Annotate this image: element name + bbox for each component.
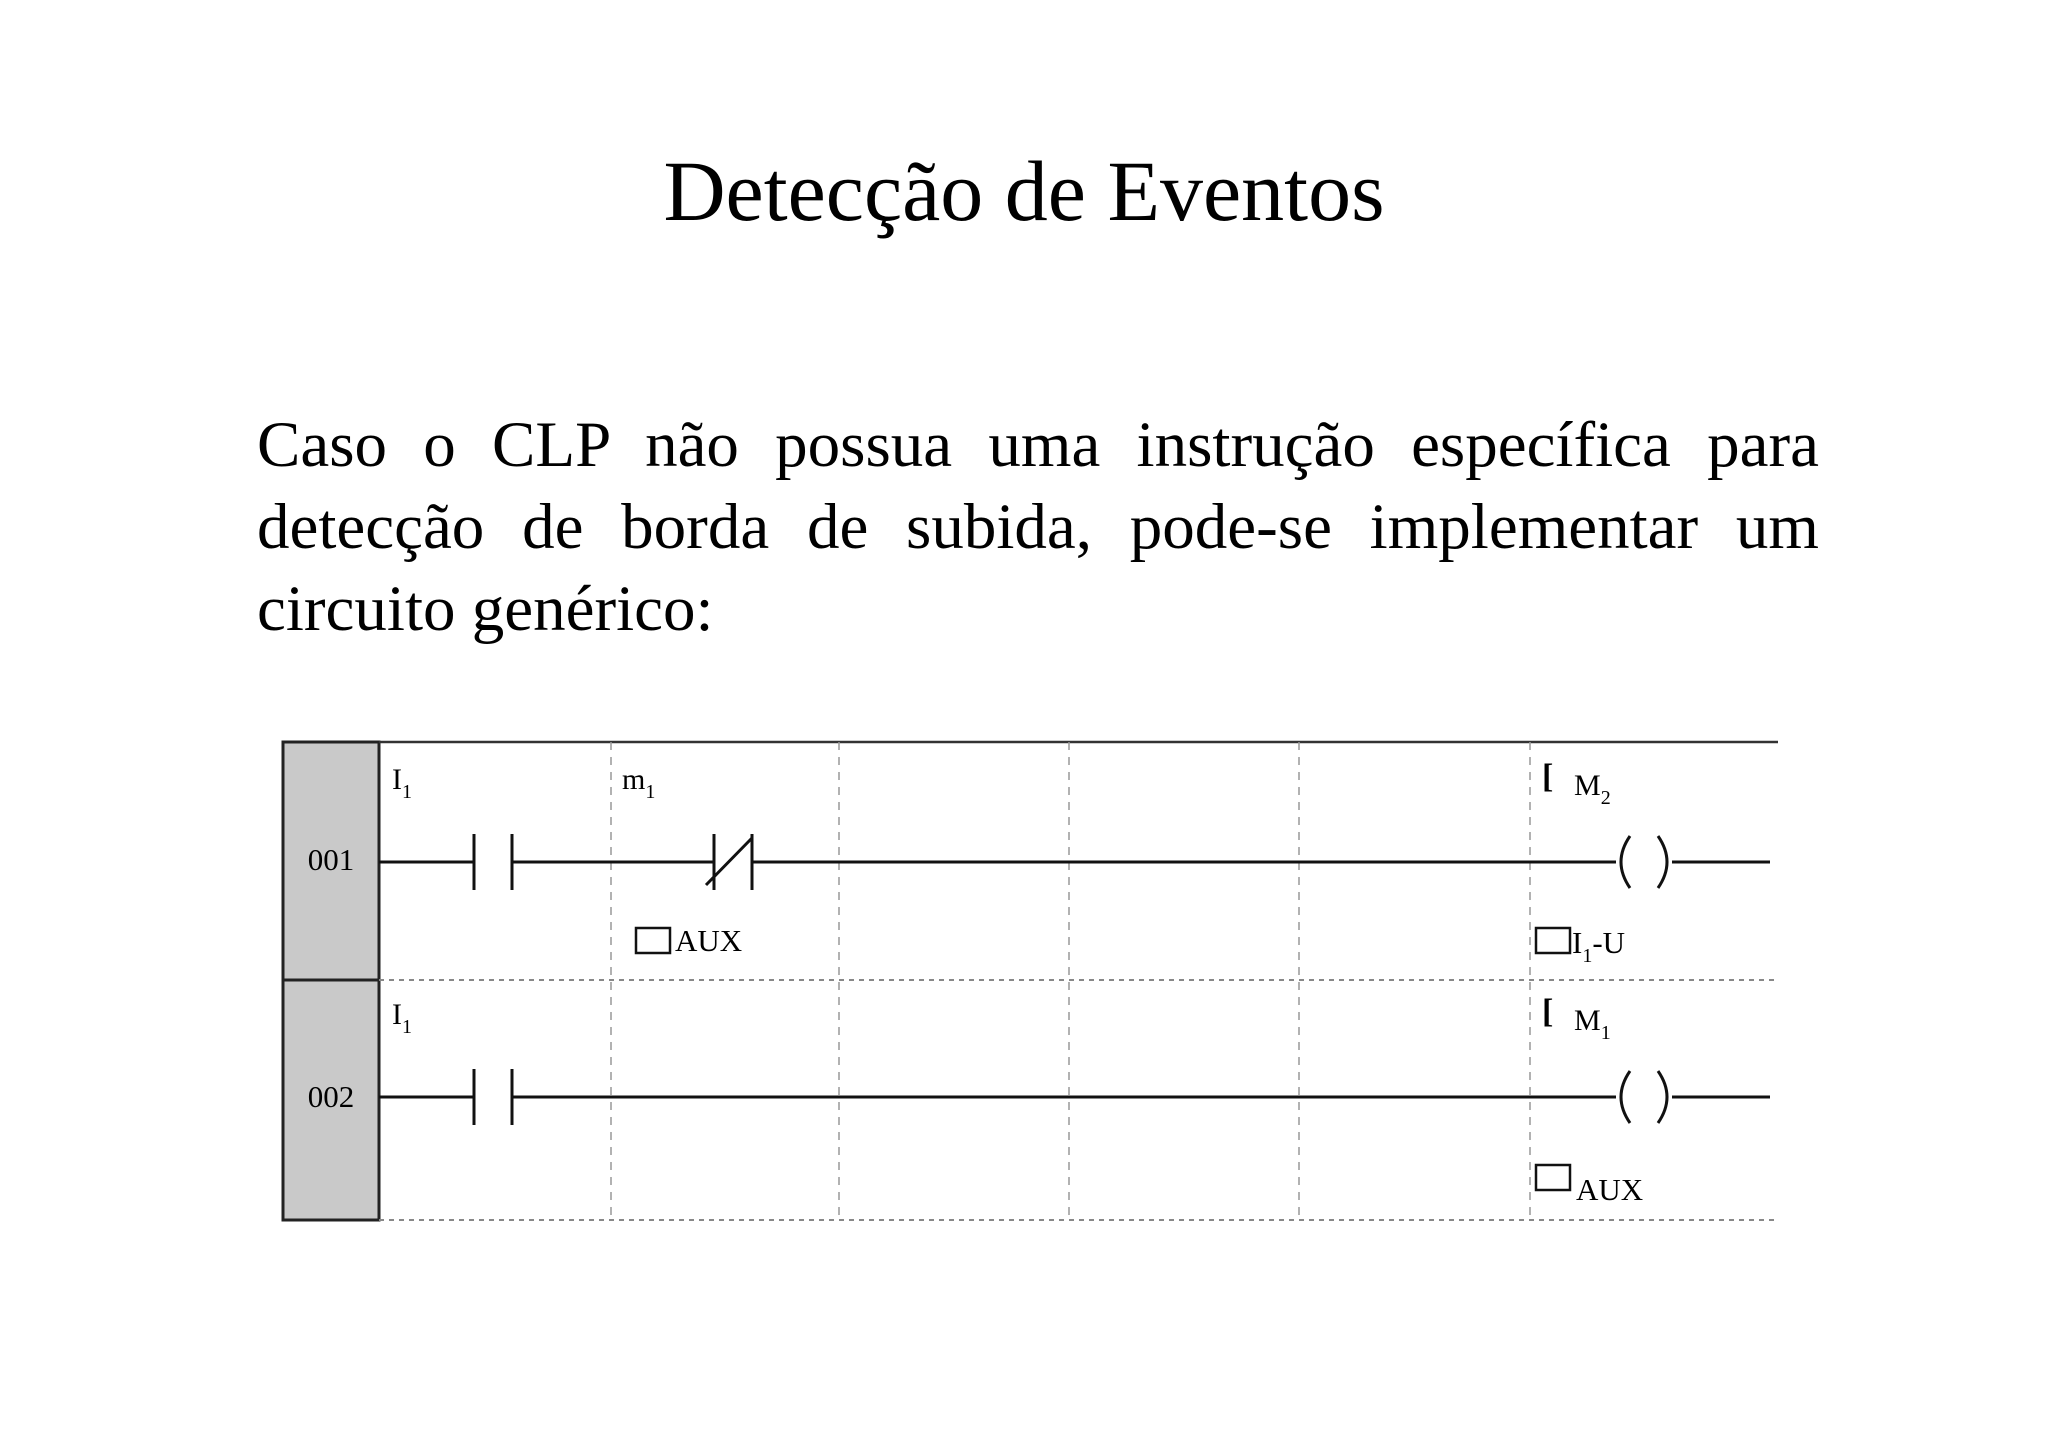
rung-number: 001 <box>307 842 355 877</box>
comment-main: AUX <box>1576 1172 1644 1207</box>
grid-columns <box>611 742 1530 1222</box>
comment-main: I <box>1572 925 1583 960</box>
coil-bracket: [ <box>1542 758 1554 795</box>
contact-label-i1 <box>392 763 412 803</box>
comment-tail: -U <box>1592 925 1626 960</box>
comment-box-icon <box>1536 1165 1570 1190</box>
coil-left-arc <box>1621 836 1630 888</box>
contact-label-i1 <box>392 998 412 1038</box>
rung-001 <box>379 834 1770 890</box>
slide-title: Detecção de Eventos <box>663 143 1385 239</box>
operand-letter: I <box>392 763 402 796</box>
operand-subscript: 1 <box>402 781 412 803</box>
coil-comment <box>1572 925 1625 967</box>
comment-box-icon <box>1536 928 1570 953</box>
coil-label-m2 <box>1574 769 1611 809</box>
coil-right-arc <box>1658 1071 1667 1123</box>
slide-paragraph: Caso o CLP não possua uma instrução específica para detecção de borda de subida, pode-se implementar um circuito genérico: <box>257 409 1819 645</box>
rung-002 <box>379 1069 1770 1125</box>
operand-subscript: 1 <box>1600 1022 1611 1044</box>
operand-letter: I <box>392 998 402 1031</box>
coil-bracket: [ <box>1542 993 1554 1030</box>
operand-subscript: 1 <box>402 1016 412 1038</box>
operand-subscript: 1 <box>645 781 656 803</box>
coil-right-arc <box>1658 836 1667 888</box>
coil-left-arc <box>1621 1071 1630 1123</box>
operand-subscript: 2 <box>1600 787 1611 809</box>
contact-label-m1 <box>622 763 655 803</box>
comment-subscript: 1 <box>1582 945 1593 967</box>
operand-letter: M <box>1574 1004 1601 1037</box>
comment-box-icon <box>636 928 670 953</box>
rung-number: 002 <box>307 1079 355 1114</box>
contact-comment: AUX <box>675 923 743 958</box>
operand-letter: m <box>622 763 646 796</box>
coil-label-m1 <box>1574 1004 1611 1044</box>
coil-comment <box>1576 1172 1643 1207</box>
operand-letter: M <box>1574 769 1601 802</box>
